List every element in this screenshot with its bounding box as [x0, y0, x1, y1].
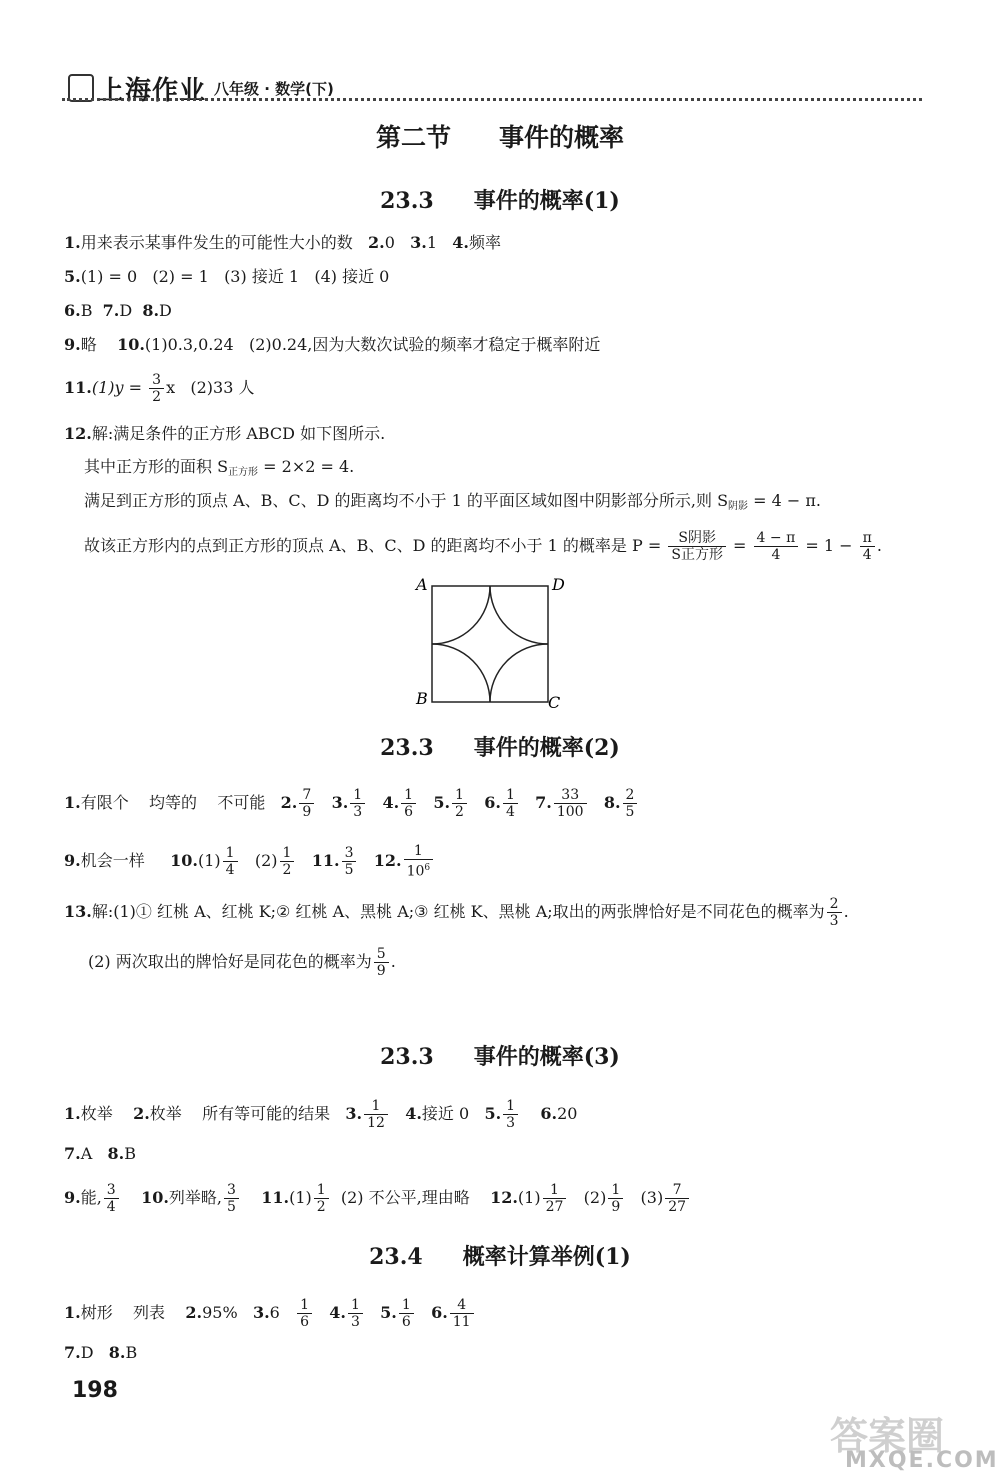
- answer-line: (2) 两次取出的牌恰好是同花色的概率为 $\frac{5}{9}$ .: [88, 946, 396, 979]
- arc-a: [432, 586, 490, 644]
- answer-line: 11.(1)y = $\frac{3}{2}$ x (2)33 人: [64, 372, 255, 405]
- fraction: $\frac{4 - \pi}{4}$: [754, 530, 799, 563]
- answer-line: 9.机会一样 10.(1) $\frac{1}{4}$ (2) $\frac{1}{2}$ 11. $\frac{3}{5}$ 12. $\frac{1}{10^6}$: [64, 843, 435, 880]
- label-b: B: [416, 689, 428, 708]
- fraction: $\frac{\pi}{4}$: [860, 530, 875, 563]
- answer-line: 9.能, $\frac{3}{4}$ 10.列举略, $\frac{3}{5}$ 11.(1) $\frac{1}{2}$ (2) 不公平,理由略 12.(1) $\frac{1}{27}$ (2) $\frac{1}{9}$ (3) $\frac{7}{27}$: [64, 1182, 691, 1215]
- square-outline: [432, 586, 548, 702]
- page-number: 198: [72, 1378, 118, 1403]
- fraction: $\frac{\text{S阴影}}{\text{S正方形}}$: [668, 530, 726, 563]
- square-abcd-figure: [410, 572, 570, 712]
- fraction: $\frac{3}{2}$: [149, 372, 164, 405]
- lesson-title-1: 23.3 事件的概率(1): [380, 188, 620, 214]
- label-d: D: [552, 575, 565, 594]
- answer-line: 1.树形 列表 2.95% 3.6 $\frac{1}{6}$ 4. $\frac{1}{3}$ 5. $\frac{1}{6}$ 6. $\frac{4}{11}$: [64, 1297, 476, 1330]
- answer-line: 5.(1) = 0 (2) = 1 (3) 接近 1 (4) 接近 0: [64, 267, 390, 286]
- answer-line: 满足到正方形的顶点 A、B、C、D 的距离均不小于 1 的平面区域如图中阴影部分所示,则 $S_{阴影} = 4 - \pi$.: [84, 491, 821, 512]
- answer-line: 13.解:(1)① 红桃 A、红桃 K;② 红桃 A、黑桃 A;③ 红桃 K、黑桃 A;取出的两张牌恰好是不同花色的概率为 $\frac{2}{3}$ .: [64, 896, 849, 929]
- lesson-title-4: 23.4 概率计算举例(1): [369, 1244, 631, 1270]
- arc-c: [490, 644, 548, 702]
- watermark-url: MXQE.COM: [845, 1448, 999, 1473]
- answer-line: 9.略 10.(1)0.3,0.24 (2)0.24,因为大数次试验的频率才稳定于概率附近: [64, 335, 601, 354]
- series-title: 上海作业: [98, 76, 207, 106]
- answer-line: 其中正方形的面积 $S_{正方形} = 2\times 2 = 4$.: [84, 457, 355, 478]
- label-a: A: [416, 575, 428, 594]
- series-logo: [68, 70, 206, 107]
- label-c: C: [548, 693, 561, 712]
- answer-line: 故该正方形内的点到正方形的顶点 A、B、C、D 的距离均不小于 1 的概率是 P = $\frac{\text{S阴影}}{\text{S正方形}}$ = $\frac{4 - \pi}{4}$ = 1 − $\frac{\pi}{4}$ .: [84, 530, 882, 563]
- answer-line: 1.用来表示某事件发生的可能性大小的数 2.0 3.1 4.频率: [64, 233, 502, 252]
- watermark-logo: 答案圈: [830, 1414, 945, 1458]
- answer-line: 1.有限个 均等的 不可能 2. $\frac{7}{9}$ 3. $\frac{1}{3}$ 4. $\frac{1}{6}$ 5. $\frac{1}{2}$ 6. $\frac{1}{4}$ 7. $\frac{33}{100}$ 8. $\frac{2}{5}$: [64, 787, 639, 820]
- answer-line: 12.解:满足条件的正方形 ABCD 如下图所示.: [64, 424, 386, 443]
- answer-line: 6.B 7.D 8.D: [64, 301, 172, 320]
- lesson-title-3: 23.3 事件的概率(3): [380, 1044, 620, 1070]
- arc-b: [432, 644, 490, 702]
- arc-d: [490, 586, 548, 644]
- answer-line: 1.枚举 2.枚举 所有等可能的结果 3. $\frac{1}{12}$ 4.接近 0 5. $\frac{1}{3}$ 6.20: [64, 1098, 578, 1131]
- section-title: 第二节 事件的概率: [375, 123, 625, 152]
- header-divider: [62, 98, 922, 101]
- answer-line: 7.A 8.B: [64, 1144, 136, 1163]
- answer-line: 7.D 8.B: [64, 1343, 138, 1362]
- grade-subject: 八年级 · 数学(下): [214, 80, 334, 98]
- lesson-title-2: 23.3 事件的概率(2): [380, 735, 620, 761]
